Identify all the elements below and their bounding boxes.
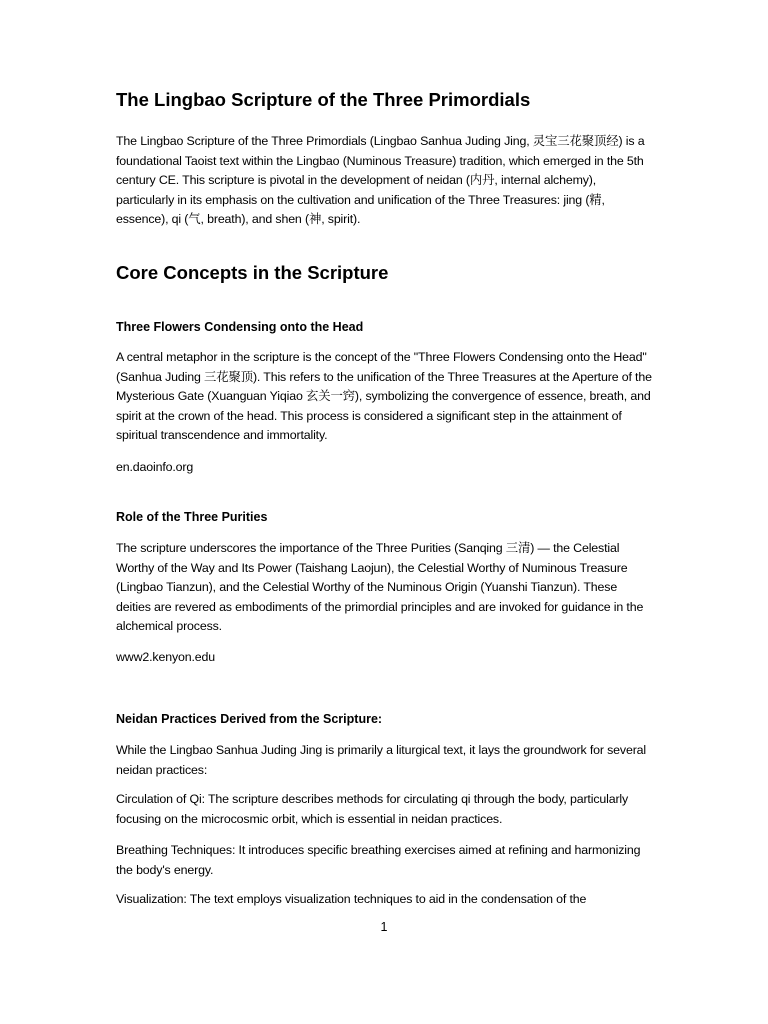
practice-item-circulation: Circulation of Qi: The scripture describes methods for circulating qi through the body, particularly focusing on the microcosmic orbit, which is essential in neidan practices. [116, 792, 629, 826]
page-number: 1 [380, 920, 388, 934]
source-citation: www2.kenyon.edu [116, 650, 215, 664]
page-title: The Lingbao Scripture of the Three Primordials [116, 89, 531, 110]
subsection-heading-three-flowers: Three Flowers Condensing onto the Head [116, 320, 364, 334]
subsection-heading-three-purities: Role of the Three Purities [116, 510, 268, 524]
source-citation: en.daoinfo.org [116, 460, 194, 474]
three-flowers-paragraph: A central metaphor in the scripture is the concept of the "Three Flowers Condensing onto the Head" (Sanhua Juding 三花聚顶). This refers to the unification of the Three Treasures at the Aperture of the Mysterious Gate (Xuanguan Yiqiao 玄关一窍), symbolizing the convergence of essence, breath, and spirit at the crown of the head. This process is considered a significant step in the attainment of spiritual transcendence and immortality. [116, 350, 652, 443]
section-heading: Core Concepts in the Scripture [116, 262, 389, 283]
practice-item-visualization: Visualization: The text employs visualization techniques to aid in the condensation of the [116, 892, 587, 906]
neidan-intro-paragraph: While the Lingbao Sanhua Juding Jing is primarily a liturgical text, it lays the groundwork for several neidan practices: [116, 743, 647, 777]
intro-paragraph: The Lingbao Scripture of the Three Primordials (Lingbao Sanhua Juding Jing, 灵宝三花聚顶经) is a foundational Taoist text within the Lingbao (Numinous Treasure) tradition, which emerged in the 5th century CE. This scripture is pivotal in the development of neidan (内丹, internal alchemy), particularly in its emphasis on the cultivation and unification of the Three Treasures: jing (精, essence), qi (气, breath), and shen (神, spirit). [116, 134, 645, 227]
three-purities-paragraph: The scripture underscores the importance of the Three Purities (Sanqing 三清) — the Celestial Worthy of the Way and Its Power (Taishang Laojun), the Celestial Worthy of Numinous Treasure (Lingbao Tianzun), and the Celestial Worthy of the Numinous Origin (Yuanshi Tianzun). These deities are revered as embodiments of the primordial principles and are invoked for guidance in the alchemical process. [116, 541, 644, 634]
practice-item-breathing: Breathing Techniques: It introduces specific breathing exercises aimed at refining and harmonizing the body's energy. [116, 843, 641, 877]
subsection-heading-neidan-practices: Neidan Practices Derived from the Scripture: [116, 712, 383, 726]
